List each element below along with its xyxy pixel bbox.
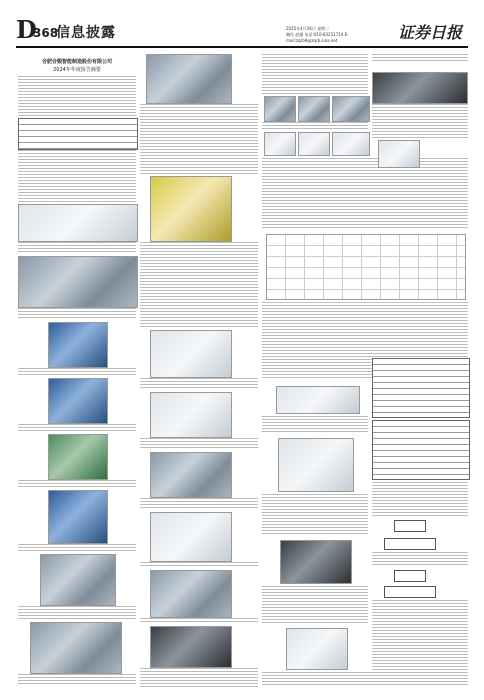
equipment-photo: [278, 438, 354, 492]
page-number: 368: [33, 26, 59, 40]
flowchart-box: [394, 570, 426, 582]
article-text: [372, 170, 468, 218]
flowchart-box: [384, 586, 436, 598]
article-text: [18, 150, 136, 202]
equipment-photo: [372, 72, 468, 104]
product-photo: [30, 622, 122, 674]
product-photo: [18, 256, 138, 308]
equipment-photo: [378, 140, 420, 168]
article-text: [262, 586, 368, 624]
flowchart-box: [394, 520, 426, 532]
header-rule: [16, 46, 468, 48]
product-photo: [264, 96, 296, 122]
flowchart-box: [384, 538, 436, 550]
article-text: [140, 618, 258, 624]
product-photo: [150, 570, 232, 618]
article-text: [18, 674, 136, 686]
article-text: [18, 606, 136, 620]
equipment-photo: [286, 628, 348, 670]
section-title: 信息披露: [56, 25, 116, 41]
product-photo: [150, 176, 232, 242]
data-table: [18, 118, 138, 150]
article-text: [372, 54, 468, 62]
product-photo: [264, 132, 296, 156]
product-photo: [18, 204, 138, 242]
article-text: [18, 544, 136, 552]
article-text: [372, 552, 468, 566]
article-text: [372, 302, 468, 352]
data-table: [372, 358, 470, 418]
article-text: [140, 562, 258, 568]
data-table: [372, 420, 470, 480]
company-name: 合肥合锻智能制造股份有限公司: [41, 59, 112, 65]
article-text: [140, 438, 258, 450]
product-photo: [48, 322, 108, 368]
article-text: [262, 494, 368, 536]
article-text: [140, 242, 258, 328]
issue-date: 2025年4月26日 星期二: [286, 26, 330, 31]
article-text: [18, 424, 136, 432]
page-letter: D: [16, 15, 37, 44]
article-text: [18, 76, 136, 116]
article-text: [262, 122, 368, 130]
article-text: [372, 600, 468, 686]
page-header: [16, 15, 468, 46]
issue-meta: [286, 26, 396, 44]
product-photo: [48, 434, 108, 480]
product-photo: [332, 96, 370, 122]
report-title: 2024年年度报告摘要: [53, 67, 101, 73]
product-photo: [150, 626, 232, 668]
product-photo: [40, 554, 116, 606]
product-photo: [150, 452, 232, 498]
article-text: [18, 308, 136, 320]
product-photo: [150, 392, 232, 438]
article-text: [140, 378, 258, 390]
product-photo: [150, 330, 232, 378]
article-text: [18, 368, 136, 376]
article-text: [262, 416, 368, 434]
article-text: [372, 482, 468, 516]
article-text: [372, 104, 468, 138]
article-text: [262, 54, 368, 94]
equipment-photo: [280, 540, 352, 584]
article-text: [140, 668, 258, 688]
product-photo: [150, 512, 232, 562]
product-photo: [146, 54, 232, 104]
product-photo: [298, 96, 330, 122]
editor-contact: 制作 赵薇 电话:010-83251714 E-mail:zqrb9@zqrb.sina.net: [286, 32, 349, 43]
article-text: [140, 104, 258, 174]
equipment-photo: [276, 386, 360, 414]
product-photo: [48, 490, 108, 544]
flow-diagram: [266, 234, 466, 300]
product-photo: [332, 132, 370, 156]
product-photo: [298, 132, 330, 156]
newspaper-logo: 证券日报: [397, 23, 462, 42]
article-text: [18, 480, 136, 488]
article-text: [140, 498, 258, 510]
article-text: [18, 242, 136, 254]
product-photo: [48, 378, 108, 424]
